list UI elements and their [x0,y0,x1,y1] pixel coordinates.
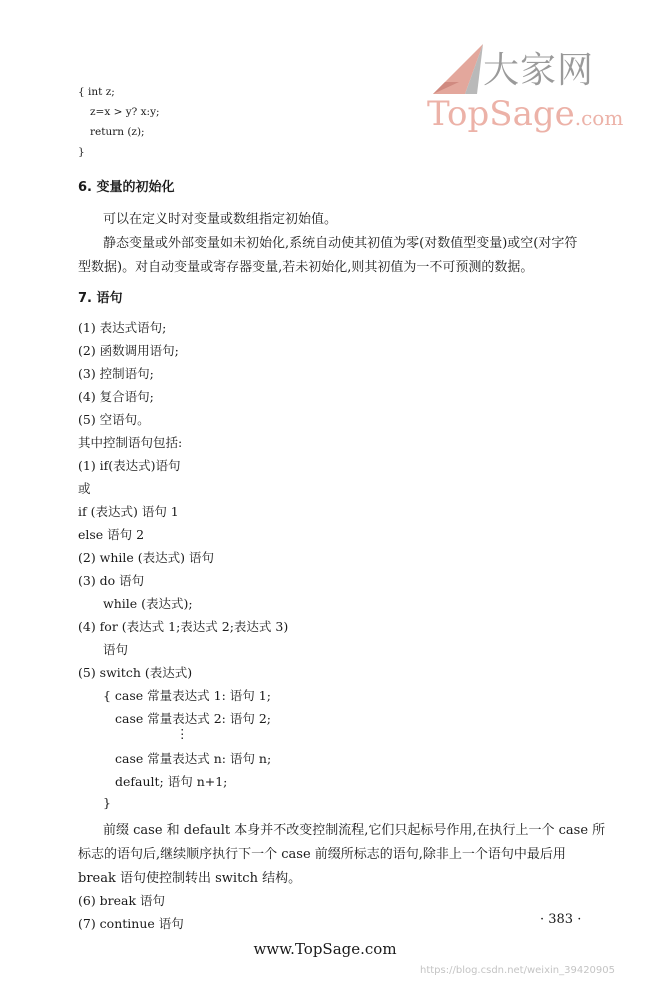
line-if2: if (表达式) 语句 1 [78,504,179,519]
list-item: (3) 控制语句; [78,366,154,381]
control-intro: 其中控制语句包括: [78,435,183,450]
line-dowhile: while (表达式); [103,596,193,611]
line-close: } [103,795,111,810]
page-number: · 383 · [540,912,582,927]
line-vdots: ⋮ [176,726,189,741]
list-item: (1) 表达式语句; [78,320,167,335]
list-item: (5) 空语句。 [78,412,150,427]
line-casen: case 常量表达式 n: 语句 n; [115,751,272,766]
list-item-break: (6) break 语句 [78,893,166,908]
logo-en-text [427,94,623,134]
logo-mark-icon [425,42,487,100]
code-line-1: { int z; [78,86,115,98]
section6-para2a: 静态变量或外部变量如未初始化,系统自动使其初值为零(对数值型变量)或空(对字符 [103,236,578,251]
section6-para2b: 型数据)。对自动变量或寄存器变量,若未初始化,则其初值为一不可预测的数据。 [78,260,534,275]
para-line-a: 前缀 case 和 default 本身并不改变控制流程,它们只起标号作用,在执行上一个 case 所 [103,823,606,838]
code-line-3: return (z); [90,126,145,138]
line-case1: { case 常量表达式 1: 语句 1; [103,688,271,703]
list-item: (2) 函数调用语句; [78,343,179,358]
line-forstmt: 语句 [103,642,129,657]
section7-heading: 7. 语句 [78,291,123,306]
para-line-c: break 语句使控制转出 switch 结构。 [78,871,302,886]
logo-cn-text: 大家网 [483,50,595,91]
code-line-2: z=x > y? x:y; [90,106,160,118]
logo-en-name: TopSage [427,94,575,134]
line-default: default; 语句 n+1; [115,774,228,789]
code-line-4: } [78,146,85,158]
section6-para1: 可以在定义时对变量或数组指定初始值。 [103,212,338,227]
line-do: (3) do 语句 [78,573,145,588]
section6-heading: 6. 变量的初始化 [78,180,175,195]
line-for: (4) for (表达式 1;表达式 2;表达式 3) [78,619,289,634]
line-if1: (1) if(表达式)语句 [78,458,181,473]
list-item: (4) 复合语句; [78,389,154,404]
watermark-text: https://blog.csdn.net/weixin_39420905 [420,965,616,976]
line-while: (2) while (表达式) 语句 [78,550,215,565]
line-case2: case 常量表达式 2: 语句 2; [115,711,271,726]
footer-url: www.TopSage.com [253,940,397,958]
line-switch: (5) switch (表达式) [78,665,193,680]
line-or: 或 [78,481,91,496]
line-else: else 语句 2 [78,527,145,542]
logo-en-com: .com [574,106,624,130]
para-line-b: 标志的语句后,继续顺序执行下一个 case 前缀所标志的语句,除非上一个语句中最后用 [78,847,566,862]
list-item-continue: (7) continue 语句 [78,916,184,931]
